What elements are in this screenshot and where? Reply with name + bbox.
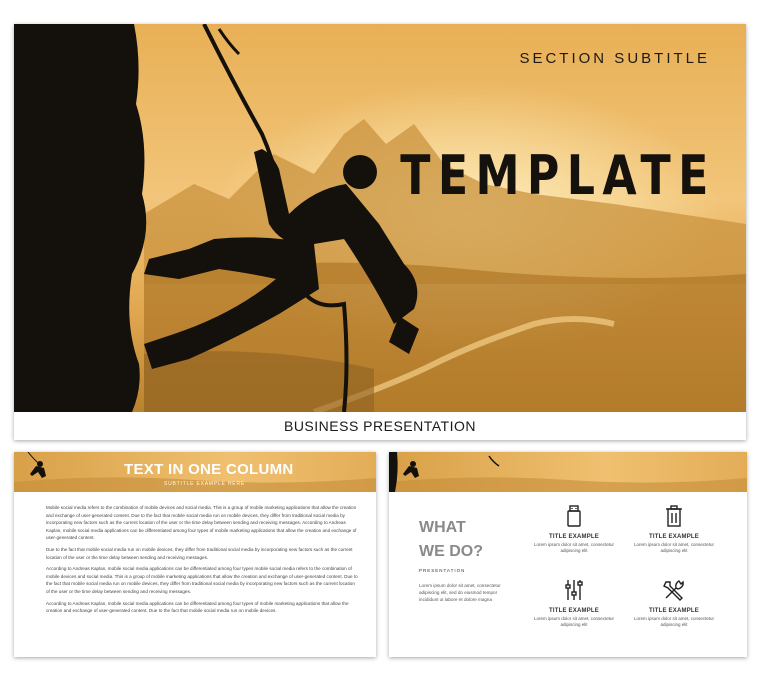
feature-desc: Lorem ipsum dolor sit amet, consectetur adipiscing elit — [633, 542, 715, 553]
body-text — [46, 504, 358, 619]
feature-item — [629, 504, 719, 554]
feature-desc: Lorem ipsum dolor sit amet, consectetur adipiscing elit — [533, 542, 615, 553]
section-subtitle: SECTION SUBTITLE — [519, 50, 710, 67]
hero-image — [14, 24, 746, 412]
paragraph: According to Andreas Kaplan, mobile social media applications can be differentiated among four types mobile social media refers to the combination of mobile devices and social media. This is a group of mobile marketing applications that allow the creation and exchange of user-generated content. Due to the fact that mobile social media run on mobile devices, they differ from traditional social media by incorporating new factors such as the current location of the user or the time delay between sending and receiving messages. — [46, 566, 358, 594]
sliders-icon — [562, 578, 586, 602]
presentation-label: PRESENTATION — [419, 568, 466, 573]
description-text: Lorem ipsum dolor sit amet, consectetur adipiscing elit, sed do eiusmod tempor incididunt ut labore et dolore magna — [419, 583, 501, 602]
what-we-do-slide[interactable] — [389, 452, 747, 657]
header-banner-image — [389, 452, 747, 492]
usb-drive-icon — [562, 504, 586, 528]
feature-title: TITLE EXAMPLE — [549, 534, 599, 540]
slide-subtitle: SUBTITLE EXAMPLE HERE — [164, 481, 245, 487]
feature-item — [629, 578, 719, 628]
paragraph: Due to the fact that mobile social media run on mobile devices, they differ from traditional social media by incorporating new factors such as the current location of the user or the time delay between sending and receiving messages. — [46, 546, 353, 560]
text-column-slide[interactable] — [14, 452, 376, 657]
tools-icon — [662, 578, 686, 602]
what-we-do-title — [419, 516, 483, 564]
feature-item — [529, 578, 619, 628]
feature-title: TITLE EXAMPLE — [649, 534, 699, 540]
trash-can-icon — [662, 504, 686, 528]
title-line-2: WE DO? — [419, 543, 483, 560]
title-line-1: WHAT — [419, 519, 466, 536]
paragraph: Mobile social media refers to the combination of mobile devices and social media. This is a group of mobile marketing applications that allow the creation and exchange of user-generated content. Due to the fact that mobile social media run on mobile devices, they differ from traditional social media by incorporating new factors such as the current location of the user or the time delay between sending and receiving messages. According to Andreas Kaplan, mobile social media applications can be differentiated among four types of mobile marketing applications that allow the creation and exchange of user-generated content. — [46, 505, 357, 541]
feature-title: TITLE EXAMPLE — [649, 608, 699, 614]
feature-desc: Lorem ipsum dolor sit amet, consectetur adipiscing elit — [633, 616, 715, 627]
feature-item — [529, 504, 619, 554]
main-slide[interactable] — [14, 24, 746, 440]
slide-title: TEXT IN ONE COLUMN — [124, 461, 294, 478]
feature-desc: Lorem ipsum dolor sit amet, consectetur adipiscing elit — [533, 616, 615, 627]
paragraph: According to Andreas Kaplan, mobile social media applications can be differentiated among four types of mobile marketing applications that allow the creation and exchange of user-generated content. Due to the fact that mobile social media run on mobile devices. — [46, 600, 349, 614]
feature-title: TITLE EXAMPLE — [549, 608, 599, 614]
presentation-caption: BUSINESS PRESENTATION — [14, 412, 746, 440]
main-title: TEMPLATE — [400, 144, 716, 207]
